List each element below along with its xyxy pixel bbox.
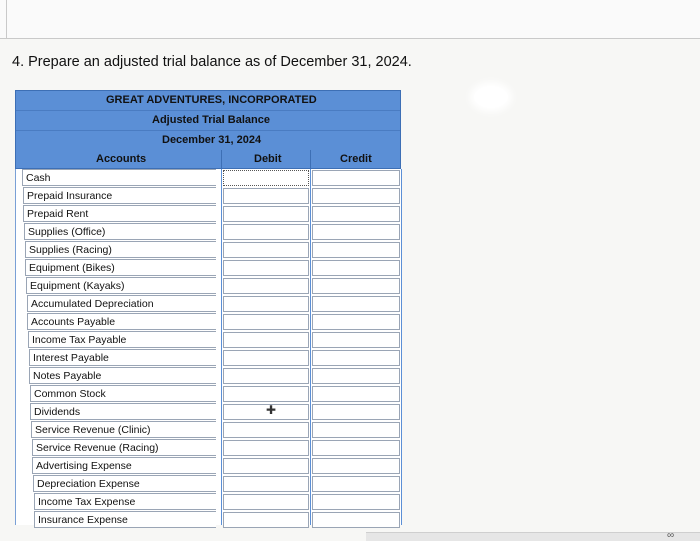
statement-title: Adjusted Trial Balance — [152, 114, 270, 126]
table-row — [16, 367, 401, 385]
date-row — [16, 131, 400, 150]
table-row — [16, 511, 401, 529]
debit-input[interactable] — [223, 296, 309, 312]
debit-input[interactable] — [223, 494, 309, 510]
table-row — [16, 205, 401, 223]
account-name: Interest Payable — [29, 349, 216, 366]
table-row — [16, 187, 401, 205]
table-row — [16, 439, 401, 457]
statement-date: December 31, 2024 — [162, 134, 262, 146]
grid-line — [401, 169, 402, 525]
debit-column-header: Debit — [254, 153, 282, 165]
table-row — [16, 349, 401, 367]
credit-column-header: Credit — [340, 153, 372, 165]
account-name: Prepaid Insurance — [23, 187, 216, 204]
account-name: Insurance Expense — [34, 511, 216, 528]
credit-input[interactable] — [312, 476, 400, 492]
debit-input[interactable] — [223, 440, 309, 456]
account-name: Income Tax Expense — [34, 493, 216, 510]
accounts-column-header: Accounts — [96, 153, 147, 165]
table-row — [16, 475, 401, 493]
header-divider — [221, 150, 222, 168]
table-row — [16, 277, 401, 295]
table-row — [16, 385, 401, 403]
table-row — [16, 259, 401, 277]
column-header-row — [16, 150, 400, 168]
credit-input[interactable] — [312, 314, 400, 330]
account-name: Dividends — [30, 403, 216, 420]
debit-input[interactable] — [223, 278, 309, 294]
debit-input[interactable] — [223, 350, 309, 366]
debit-input[interactable] — [223, 368, 309, 384]
credit-input[interactable] — [312, 278, 400, 294]
account-name: Accumulated Depreciation — [27, 295, 216, 312]
account-name: Depreciation Expense — [33, 475, 216, 492]
link-icon[interactable]: ∞ — [667, 530, 675, 541]
table-row — [16, 241, 401, 259]
credit-input[interactable] — [312, 458, 400, 474]
debit-input[interactable] — [223, 224, 309, 240]
account-name: Equipment (Bikes) — [25, 259, 216, 276]
debit-input[interactable] — [223, 260, 309, 276]
debit-input[interactable] — [223, 458, 309, 474]
account-name: Service Revenue (Racing) — [32, 439, 216, 456]
table-row — [16, 493, 401, 511]
debit-input[interactable] — [223, 188, 309, 204]
trial-balance-worksheet — [15, 90, 401, 525]
glare-spot — [474, 86, 508, 108]
credit-input[interactable] — [312, 224, 400, 240]
debit-input[interactable] — [223, 170, 309, 186]
credit-input[interactable] — [312, 260, 400, 276]
credit-input[interactable] — [312, 404, 400, 420]
account-name: Accounts Payable — [27, 313, 216, 330]
account-name: Service Revenue (Clinic) — [31, 421, 216, 438]
credit-input[interactable] — [312, 242, 400, 258]
frame-edge — [6, 0, 7, 38]
account-name: Supplies (Office) — [24, 223, 216, 240]
table-header — [15, 90, 401, 169]
debit-input[interactable] — [223, 512, 309, 528]
top-frame — [0, 0, 700, 39]
debit-input[interactable] — [223, 314, 309, 330]
credit-input[interactable] — [312, 440, 400, 456]
table-row — [16, 313, 401, 331]
credit-input[interactable] — [312, 512, 400, 528]
debit-input[interactable] — [223, 242, 309, 258]
credit-input[interactable] — [312, 188, 400, 204]
question-text: 4. Prepare an adjusted trial balance as of December 31, 2024. — [12, 54, 412, 70]
account-name: Advertising Expense — [32, 457, 216, 474]
table-row — [16, 421, 401, 439]
debit-input[interactable] — [223, 206, 309, 222]
table-row — [16, 169, 401, 187]
credit-input[interactable] — [312, 422, 400, 438]
table-row — [16, 403, 401, 421]
table-row — [16, 331, 401, 349]
company-name: GREAT ADVENTURES, INCORPORATED — [106, 94, 317, 106]
account-name: Prepaid Rent — [23, 205, 216, 222]
account-name: Cash — [22, 169, 216, 186]
debit-input[interactable] — [223, 422, 309, 438]
account-name: Notes Payable — [29, 367, 216, 384]
account-name: Supplies (Racing) — [25, 241, 216, 258]
company-row — [16, 91, 400, 111]
header-divider — [310, 150, 311, 168]
table-row — [16, 223, 401, 241]
debit-input[interactable] — [223, 476, 309, 492]
credit-input[interactable] — [312, 332, 400, 348]
credit-input[interactable] — [312, 494, 400, 510]
credit-input[interactable] — [312, 386, 400, 402]
account-name: Equipment (Kayaks) — [26, 277, 216, 294]
credit-input[interactable] — [312, 350, 400, 366]
move-cursor-icon: ✚ — [266, 403, 277, 417]
debit-input[interactable] — [223, 332, 309, 348]
table-row — [16, 295, 401, 313]
statement-row — [16, 111, 400, 131]
credit-input[interactable] — [312, 368, 400, 384]
account-name: Income Tax Payable — [28, 331, 216, 348]
credit-input[interactable] — [312, 206, 400, 222]
credit-input[interactable] — [312, 170, 400, 186]
account-name: Common Stock — [30, 385, 216, 402]
credit-input[interactable] — [312, 296, 400, 312]
debit-input[interactable] — [223, 386, 309, 402]
table-row — [16, 457, 401, 475]
account-rows — [15, 169, 401, 525]
